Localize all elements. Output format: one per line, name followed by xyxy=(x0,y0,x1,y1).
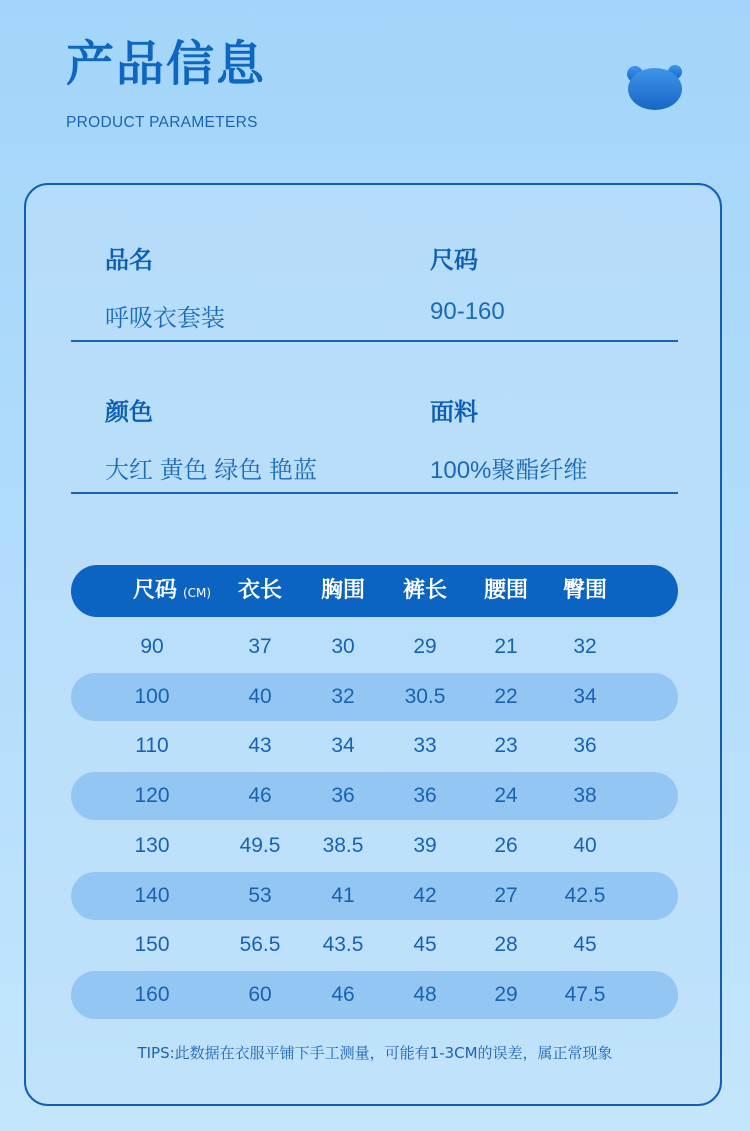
header-cell-waist: 腰围 xyxy=(483,578,529,603)
cell-pants-length: 39 xyxy=(413,833,437,857)
cell-hip: 47.5 xyxy=(564,982,606,1006)
size-value: 90-160 xyxy=(430,298,505,325)
cell-chest: 30 xyxy=(331,635,355,658)
cell-waist: 24 xyxy=(494,784,518,808)
cell-length: 49.5 xyxy=(239,833,281,857)
tips-note: TIPS:此数据在衣服平铺下手工测量，可能有1-3CM的误差，属正常现象 xyxy=(137,1044,613,1062)
header-cell-length: 衣长 xyxy=(237,578,283,603)
table-row xyxy=(71,722,678,770)
table-row xyxy=(71,772,678,820)
cell-pants-length: 30.5 xyxy=(404,684,446,708)
cell-length: 40 xyxy=(248,684,272,708)
cell-waist: 22 xyxy=(494,684,518,708)
cell-chest: 38.5 xyxy=(322,833,364,857)
table-row xyxy=(71,971,678,1019)
cell-chest: 46 xyxy=(331,982,355,1006)
cell-waist: 28 xyxy=(494,933,518,957)
size-label: 尺码 xyxy=(430,246,478,274)
cell-size: 130 xyxy=(134,833,170,857)
cell-hip: 42.5 xyxy=(564,883,606,907)
cell-waist: 21 xyxy=(494,635,518,658)
page-subtitle: PRODUCT PARAMETERS xyxy=(66,114,258,131)
cell-hip: 40 xyxy=(573,833,597,857)
cell-waist: 29 xyxy=(494,982,518,1006)
table-row xyxy=(71,822,678,870)
cell-length: 60 xyxy=(248,982,272,1006)
cell-size: 100 xyxy=(134,684,170,708)
cell-pants-length: 33 xyxy=(413,734,437,758)
cell-hip: 45 xyxy=(573,933,597,957)
cell-hip: 36 xyxy=(573,734,597,758)
cell-length: 37 xyxy=(248,635,272,658)
name-label: 品名 xyxy=(105,246,153,274)
fabric-label: 面料 xyxy=(430,398,478,426)
cell-pants-length: 45 xyxy=(413,933,437,957)
divider xyxy=(71,492,678,494)
cell-chest: 43.5 xyxy=(322,933,364,957)
color-label: 颜色 xyxy=(105,398,153,426)
cell-size: 150 xyxy=(134,933,170,957)
cell-pants-length: 29 xyxy=(413,635,437,658)
cell-length: 56.5 xyxy=(239,933,281,957)
size-table-header xyxy=(71,565,678,617)
page-title: 产品信息 xyxy=(66,36,267,92)
cell-size: 160 xyxy=(134,982,170,1006)
fabric-value: 100%聚酯纤维 xyxy=(430,457,588,484)
header-cell-size: 尺码 (CM) xyxy=(132,578,212,603)
header-cell-hip: 臀围 xyxy=(562,578,608,603)
divider xyxy=(71,340,678,342)
cell-length: 43 xyxy=(248,734,272,758)
unit-label: (CM) xyxy=(182,586,212,600)
header-cell-pants-length: 裤长 xyxy=(402,578,448,603)
cell-hip: 34 xyxy=(573,684,597,708)
cell-size: 90 xyxy=(140,635,164,658)
cell-waist: 27 xyxy=(494,883,518,907)
table-row xyxy=(71,673,678,721)
table-row xyxy=(71,921,678,969)
cell-chest: 32 xyxy=(331,684,355,708)
cell-waist: 26 xyxy=(494,833,518,857)
color-value: 大红 黄色 绿色 艳蓝 xyxy=(105,457,318,484)
cell-waist: 23 xyxy=(494,734,518,758)
cell-length: 53 xyxy=(248,883,272,907)
name-value: 呼吸衣套装 xyxy=(105,305,225,332)
cell-pants-length: 42 xyxy=(413,883,437,907)
table-row xyxy=(71,872,678,920)
cell-chest: 36 xyxy=(331,784,355,808)
cell-size: 140 xyxy=(134,883,170,907)
table-row xyxy=(71,623,678,671)
cell-pants-length: 36 xyxy=(413,784,437,808)
cell-chest: 41 xyxy=(331,883,355,907)
cell-hip: 32 xyxy=(573,635,597,658)
cell-pants-length: 48 xyxy=(413,982,437,1006)
header-cell-chest: 胸围 xyxy=(320,578,366,603)
bear-head-icon xyxy=(625,62,685,112)
cell-length: 46 xyxy=(248,784,272,808)
cell-size: 110 xyxy=(135,734,169,758)
cell-size: 120 xyxy=(134,784,170,808)
cell-chest: 34 xyxy=(331,734,355,758)
cell-hip: 38 xyxy=(573,784,597,808)
